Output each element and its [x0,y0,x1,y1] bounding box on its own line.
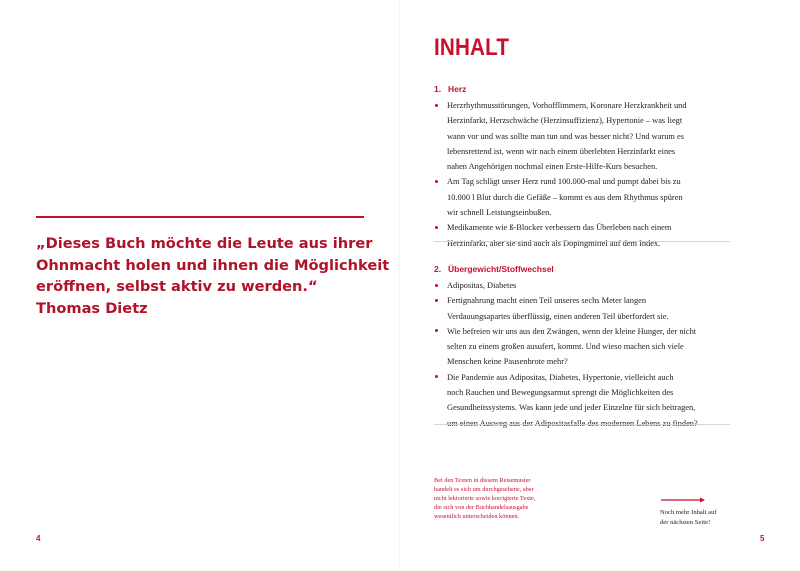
quote-rule [36,216,364,218]
item-line: Verdauungsapartes überflüssig, einen anderen Teil überfordert sie. [447,311,669,321]
item-line: Medikamente wie ß-Blocker verbessern das Überleben nach einem [447,223,672,233]
item-line: nahen Angehörigen nochmal einen Erste-Hilfe-Kurs besuchen. [447,162,658,172]
section-number: 1. [434,84,442,94]
quote-line: eröffnen, selbst aktiv zu werden.“ [36,278,318,295]
disclaimer-note [434,476,584,521]
list-item [434,174,730,220]
item-line: Herzinfarkt, aber sie sind auch als Dopingmittel auf dem Index. [447,238,661,248]
more-content-hint [660,508,740,528]
item-line: Herzrhythmusstörungen, Vorhofflimmern, Koronare Herzkrankheit und [447,101,687,110]
item-line: selten zu einem großen ausufert, kommt. Und wieso machen sich viele [447,342,684,352]
item-line: Die Pandemie aus Adipositas, Diabetes, Hypertonie, vielleicht auch [447,372,674,382]
note-line: die sich von der Buchhandelsausgabe [434,504,529,511]
page-number-left: 4 [36,534,41,543]
list-item [434,220,730,251]
section-divider [434,424,730,425]
item-line: Adipositas, Diabetes [447,281,517,290]
note-line: handelt es sich um durchgesehene, aber [434,486,534,493]
item-line: Fertignahrung macht einen Teil unseres sechs Meter langen [447,296,647,306]
pull-quote [36,233,390,319]
item-line: um einen Ausweg aus der Adipositasfalle des modernen Lebens zu finden? [447,418,698,428]
arrow-right-icon [661,497,705,503]
quote-author: Thomas Dietz [36,299,148,317]
note-line: wesentlich unterscheiden können. [434,513,520,520]
item-line: Menschen keine Pausenbrote mehr? [447,357,568,367]
contents-section-herz [434,82,730,251]
section-heading [434,262,730,276]
item-line: wir schnell Leistungseinbußen. [447,208,552,218]
right-page [400,0,800,571]
section-number: 2. [434,264,442,274]
hint-line: Noch mehr Inhalt auf [660,509,717,516]
quote-line: Ohnmacht holen und ihnen die Möglichkeit [36,256,390,274]
item-line: noch Rauchen und Bewegungsarmut sprengt die Möglichkeiten des [447,388,674,398]
bullet-list [434,278,730,431]
list-item [434,293,730,324]
list-item [434,324,730,370]
list-item [434,370,730,431]
note-line: nicht lektorierte sowie korrigierte Texte, [434,495,536,502]
note-line: Bei den Texten in diesem Reisemuster [434,477,531,484]
list-item [434,278,730,293]
item-line: Gesundheitssystems. Was kann jede und jeder Einzelne für sich beitragen, [447,403,696,413]
item-line: wann vor und was sollte man tun und was besser nicht? Und warum es [447,131,685,141]
item-line: 10.000 l Blut durch die Gefäße – kommt es aus dem Rhythmus spüren [447,192,683,202]
page-title: INHALT [434,34,510,61]
item-line: Wie befreien wir uns aus den Zwängen, wenn der kleine Hunger, der nicht [447,326,697,336]
section-divider [434,241,730,242]
section-title: Herz [448,84,467,94]
section-heading [434,82,730,96]
bullet-list [434,98,730,251]
section-title: Übergewicht/Stoffwechsel [448,264,554,274]
item-line: lebensrettend ist, wenn wir nach einem überlebten Herzinfarkt eines [447,146,676,156]
hint-line: der nächsten Seite! [660,519,711,526]
list-item [434,98,730,174]
item-line: Am Tag schlägt unser Herz rund 100.000-mal und pumpt dabei bis zu [447,177,681,187]
quote-line: „Dieses Buch möchte die Leute aus ihrer [36,235,373,252]
item-line: Herzinfarkt, Herzschwäche (Herzinsuffizienz), Hypertonie – was liegt [447,116,683,126]
contents-section-uebergewicht [434,262,730,431]
page-number-right: 5 [760,534,765,543]
